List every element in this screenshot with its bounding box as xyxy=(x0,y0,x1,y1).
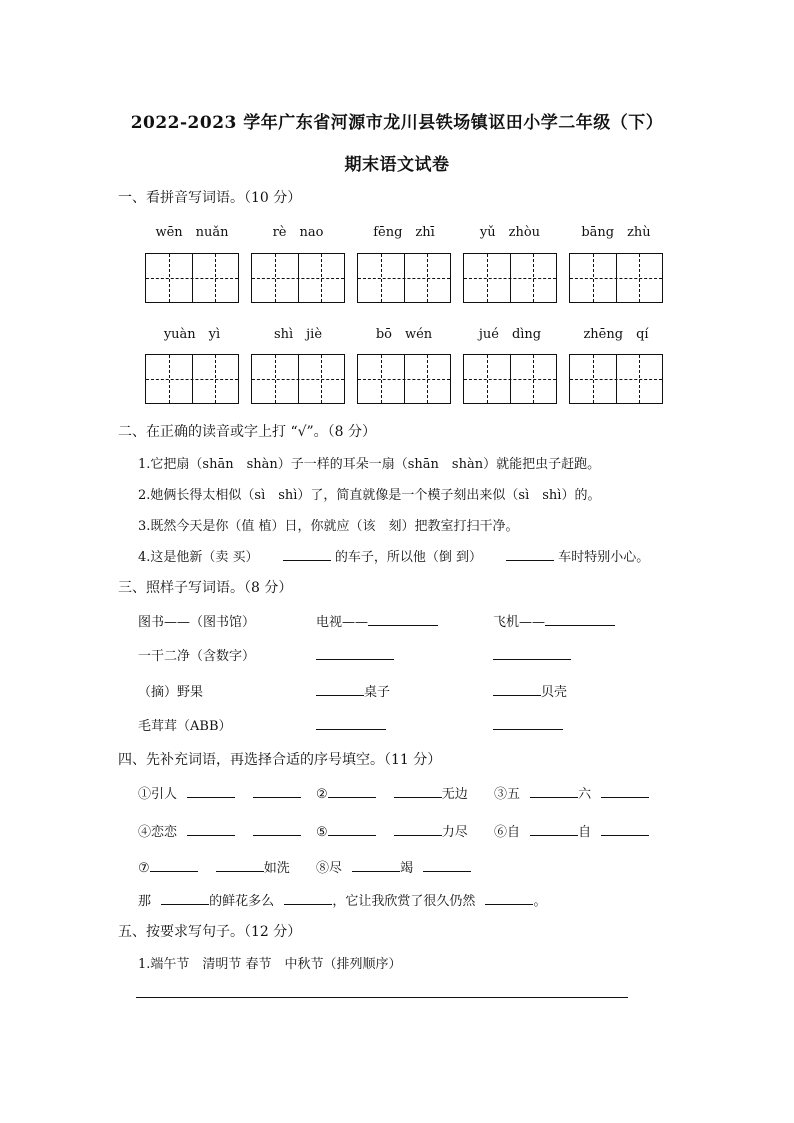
answer-blank[interactable] xyxy=(283,546,331,561)
answer-blank[interactable] xyxy=(253,783,301,798)
question-2-2: 2.她俩长得太相似（sì shì）了，简直就像是一个模子刻出来似（sì shì）的。 xyxy=(138,488,601,503)
pinyin-1: wēn nuǎn xyxy=(155,225,229,240)
section-1-heading: 一、看拼音写词语。（10 分） xyxy=(118,190,302,206)
word-2-3: 桌子 xyxy=(316,681,390,700)
q4-text-a: 4.这是他新（卖 买） xyxy=(138,550,259,565)
page-title-line2: 期末语文试卷 xyxy=(344,155,450,175)
writing-grid[interactable] xyxy=(569,253,663,303)
writing-grid[interactable] xyxy=(463,354,557,404)
pinyin-5: bāng zhù xyxy=(581,225,651,240)
answer-blank[interactable] xyxy=(493,645,571,660)
writing-grid[interactable] xyxy=(463,253,557,303)
answer-blank[interactable] xyxy=(187,783,235,798)
answer-blank[interactable] xyxy=(216,857,264,872)
section-2-heading: 二、在正确的读音或字上打 “√”。（8 分） xyxy=(118,424,377,440)
answer-blank[interactable] xyxy=(545,611,615,626)
writing-grid[interactable] xyxy=(357,253,451,303)
answer-blank[interactable] xyxy=(284,890,332,905)
answer-blank[interactable] xyxy=(493,715,563,730)
example-1: 图书——（图书馆） xyxy=(138,615,256,630)
answer-blank[interactable] xyxy=(394,783,442,798)
pinyin-7: shì jiè xyxy=(273,327,323,342)
answer-blank[interactable] xyxy=(161,890,209,905)
answer-blank[interactable] xyxy=(316,681,364,696)
answer-line[interactable] xyxy=(136,997,628,998)
question-2-3: 3.既然今天是你（值 植）日，你就应（该 刻）把教室打扫干净。 xyxy=(138,519,519,534)
pinyin-3: fēng zhī xyxy=(373,225,435,240)
answer-blank[interactable] xyxy=(601,821,649,836)
writing-grid[interactable] xyxy=(145,253,239,303)
idiom-6: ⑥自 自 xyxy=(494,821,649,840)
answer-blank[interactable] xyxy=(394,821,442,836)
word-2-1: 电视—— xyxy=(316,611,438,630)
answer-blank[interactable] xyxy=(485,890,533,905)
idiom-1: ①引人 xyxy=(138,783,301,802)
answer-blank[interactable] xyxy=(316,715,386,730)
pinyin-9: jué dìng xyxy=(478,327,542,342)
section-3-heading: 三、照样子写词语。（8 分） xyxy=(118,580,293,596)
pinyin-6: yuàn yì xyxy=(163,327,221,342)
idiom-5: ⑤ 力尽 xyxy=(316,821,468,840)
section-5-heading: 五、按要求写句子。（12 分） xyxy=(118,924,302,940)
idiom-7: ⑦ 如洗 xyxy=(138,857,290,876)
pinyin-8: bō wén xyxy=(375,327,433,342)
answer-blank[interactable] xyxy=(187,821,235,836)
example-3: （摘）野果 xyxy=(138,685,204,700)
question-2-1: 1.它把扇（shān shàn）子一样的耳朵一扇（shān shàn）就能把虫子赶跑。 xyxy=(138,457,601,472)
writing-grid[interactable] xyxy=(569,354,663,404)
writing-grid[interactable] xyxy=(357,354,451,404)
writing-grid[interactable] xyxy=(251,253,345,303)
idiom-4: ④恋恋 xyxy=(138,821,301,840)
answer-blank[interactable] xyxy=(601,783,649,798)
example-2: 一干二净（含数字） xyxy=(138,649,256,664)
writing-grid[interactable] xyxy=(251,354,345,404)
section-4-heading: 四、先补充词语，再选择合适的序号填空。（11 分） xyxy=(118,752,442,768)
answer-blank[interactable] xyxy=(368,611,438,626)
pinyin-4: yǔ zhòu xyxy=(479,225,541,240)
answer-blank[interactable] xyxy=(150,857,198,872)
answer-blank[interactable] xyxy=(352,857,400,872)
answer-blank[interactable] xyxy=(328,783,376,798)
answer-blank[interactable] xyxy=(316,645,394,660)
idiom-2: ② 无边 xyxy=(316,783,468,802)
q4-text-c: 车时特别小心。 xyxy=(558,550,650,565)
answer-blank[interactable] xyxy=(493,681,541,696)
answer-blank[interactable] xyxy=(506,546,554,561)
fill-sentence: 那 的鲜花多么 ，它让我欣赏了很久仍然 。 xyxy=(138,890,546,909)
question-5-1: 1.端午节 清明节 春节 中秋节（排列顺序） xyxy=(138,957,402,972)
idiom-8: ⑧尽 竭 xyxy=(316,857,471,876)
answer-blank[interactable] xyxy=(423,857,471,872)
writing-grid[interactable] xyxy=(145,354,239,404)
question-2-4 xyxy=(138,546,649,565)
pinyin-2: rè nao xyxy=(272,225,324,240)
idiom-3: ③五 六 xyxy=(494,783,649,802)
answer-blank[interactable] xyxy=(253,821,301,836)
pinyin-10: zhēng qí xyxy=(583,327,649,342)
word-3-3: 贝壳 xyxy=(493,681,567,700)
page-title-line1: 2022-2023 学年广东省河源市龙川县铁场镇讴田小学二年级（下） xyxy=(130,113,664,133)
example-4: 毛茸茸（ABB） xyxy=(138,719,232,734)
word-3-1: 飞机—— xyxy=(493,611,615,630)
answer-blank[interactable] xyxy=(530,821,578,836)
answer-blank[interactable] xyxy=(328,821,376,836)
answer-blank[interactable] xyxy=(530,783,578,798)
q4-text-b: 的车子，所以他（倒 到） xyxy=(334,550,482,565)
